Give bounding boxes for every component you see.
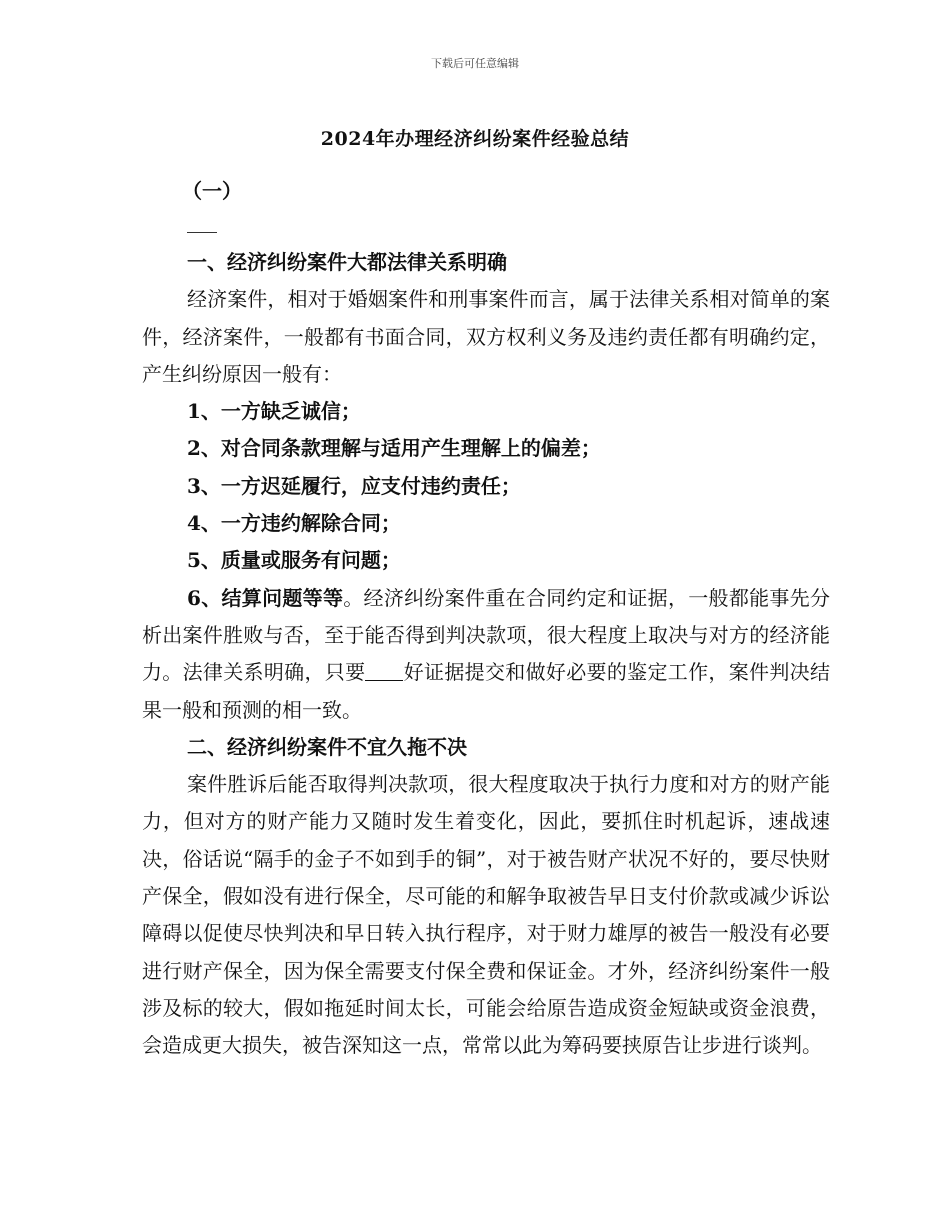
- list-item-6-label: 6、结算问题等等: [187, 585, 344, 610]
- section-number: （一）: [182, 179, 242, 203]
- list-item-2: 2、对合同条款理解与适用产生理解上的偏差；: [187, 436, 601, 461]
- list-item-6-text-a: 。经济纠纷案件重在合同约定和证据，一般都能事先分析出案件胜败与否，至于能否得到判决款项，很大程度上取决与对方的经济能力。法律关系明确，只要: [142, 585, 831, 685]
- list-item-3: 3、一方迟延履行，应支付违约责任；: [187, 473, 521, 498]
- section1-intro: 经济案件，相对于婚姻案件和刑事案件而言，属于法律关系相对简单的案件，经济案件，一般都有书面合同，双方权利义务及违约责任都有明确约定，产生纠纷原因一般有：: [142, 287, 830, 386]
- section1-heading: 一、经济纠纷案件大都法律关系明确: [187, 250, 507, 274]
- list-item-5: 5、质量或服务有问题；: [187, 548, 401, 573]
- list-item-6-text-b: 好证据提交和做好必要的鉴定工作，案件判决结果一般和预测的相一致。: [142, 660, 830, 722]
- fill-blank: [365, 662, 403, 681]
- list-item-6-paragraph: [142, 580, 830, 729]
- section2-body: 案件胜诉后能否取得判决款项，很大程度取决于执行力度和对方的财产能力，但对方的财产能力又随时发生着变化，因此，要抓住时机起诉，速战速决，俗话说“隔手的金子不如到手的铜”，对于被告财产状况不好的，要尽快财产保全，假如没有进行保全，尽可能的和解争取被告早日支付价款或减少诉讼障碍以促使尽快判决和早日转入执行程序，对于财力雄厚的被告一般没有必要进行财产保全，因为保全需要支付保全费和保证金。才外，经济纠纷案件一般涉及标的较大，假如拖延时间太长，可能会给原告造成资金短缺或资金浪费，会造成更大损失，被告深知这一点，常常以此为筹码要挟原告让步进行谈判。: [142, 772, 830, 1058]
- page-header-note: 下载后可任意编辑: [431, 57, 519, 70]
- section2-heading: 二、经济纠纷案件不宜久拖不决: [187, 734, 467, 759]
- list-item-1: 1、一方缺乏诚信；: [187, 399, 361, 424]
- document-body: [142, 244, 830, 1065]
- divider: [187, 232, 217, 233]
- list-item-4: 4、一方违约解除合同；: [187, 511, 401, 536]
- document-title: 2024年办理经济纠纷案件经验总结: [320, 128, 630, 150]
